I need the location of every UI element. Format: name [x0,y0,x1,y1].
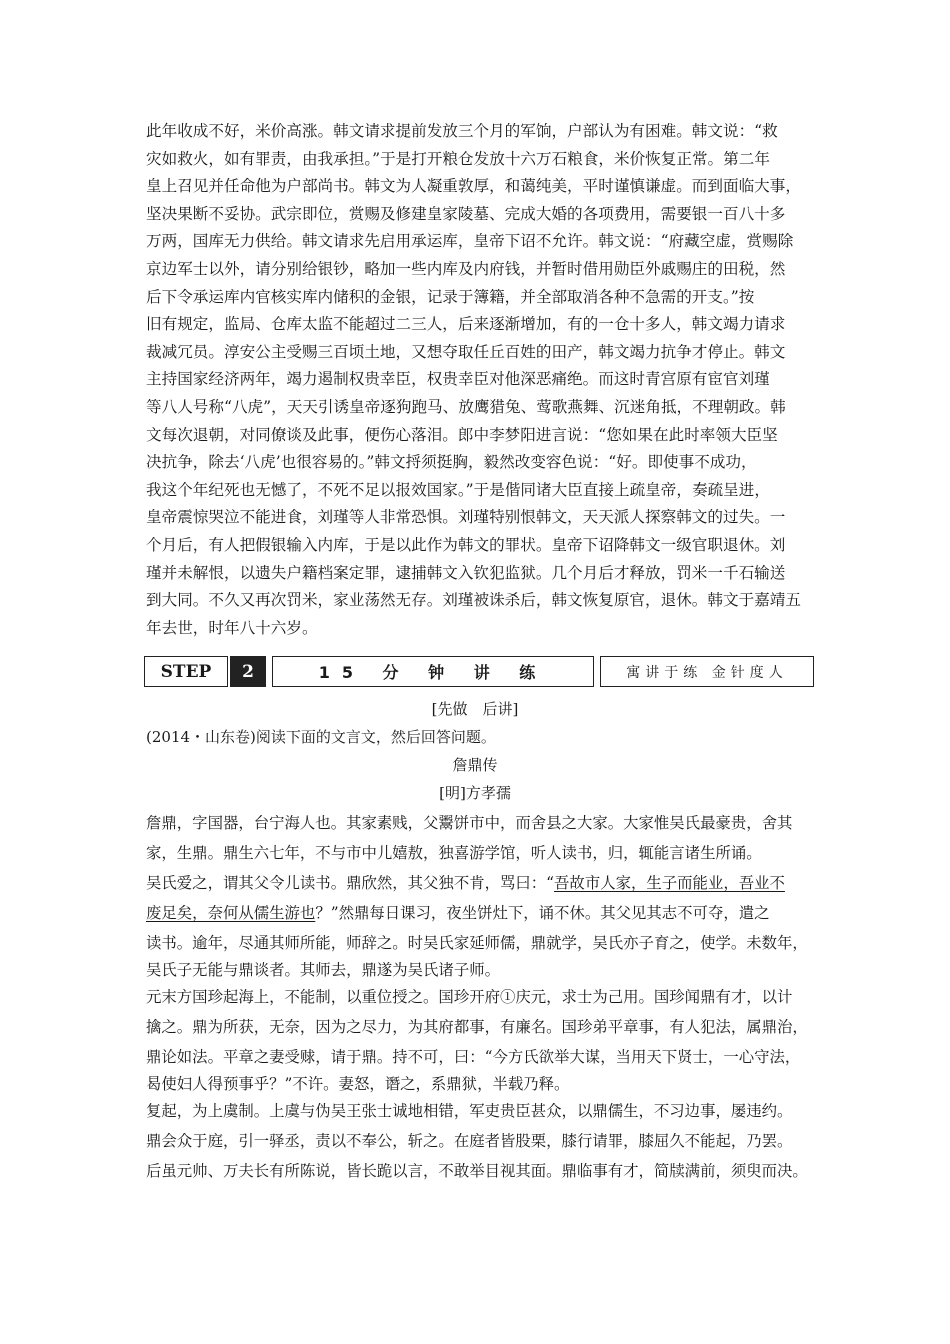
text-line: 个月后，有人把假银输入内库，于是以此作为韩文的罪状。皇帝下诏降韩文一级官职退休。刘 [146,535,786,554]
step-label: STEP [144,656,228,687]
text-line: 主持国家经济两年，竭力遏制权贵幸臣，权贵幸臣对他深恶痛绝。而这时青宫原有宦官刘瑾 [146,370,770,389]
underlined-sentence: 吾故市人家，生子而能业，吾业不 [554,874,785,892]
underlined-sentence: 废足矣，奈何从儒生游也 [146,904,316,922]
text-line: 瑾并未解恨，以遗失户籍档案定罪，逮捕韩文入钦犯监狱。几个月后才释放，罚米一千石输送 [146,563,786,582]
step-banner [144,656,814,689]
section-title: 15 分 钟 讲 练 [272,656,594,687]
text-line: 万两，国库无力供给。韩文请求先启用承运库，皇帝下诏不允许。韩文说：“府藏空虚，赏赐除 [146,232,794,251]
text-line: 裁减冗员。淳安公主受赐三百顷土地，又想夺取任丘百姓的田产，韩文竭力抗争才停止。韩文 [146,342,786,361]
exercise-source: (2014・山东卷)阅读下面的文言文，然后回答问题。 [146,728,496,746]
text-line [146,868,818,898]
passage-title: 詹鼎传 [452,756,498,774]
text-line: 我这个年纪死也无憾了，不死不足以报效国家。”于是偕同诸大臣直接上疏皇帝，奏疏呈进， [146,480,770,499]
step-number-badge: 2 [230,656,266,687]
exercise-hint: [先做 后讲] [431,700,519,718]
text-line: 元末方国珍起海上，不能制，以重位授之。国珍开府①庆元，求士为己用。国珍闻鼎有才，以计 [146,988,793,1006]
translation-paragraph [146,118,818,642]
text-line: 灾如救火，如有罪责，由我承担。”于是打开粮仓发放十六万石粮食，米价恢复正常。第二年 [146,149,770,168]
text-line: 皇帝震惊哭泣不能进食，刘瑾等人非常恐惧。刘瑾特别恨韩文，天天派人探察韩文的过失。一 [146,508,786,527]
passage-author: [明]方孝孺 [439,784,511,802]
classical-passage [146,808,818,1186]
text-line: 读书。逾年，尽通其师所能，师辞之。时吴氏家延师儒，鼎就学，吴氏亦子育之，使学。未数年， [146,934,808,952]
text-line: 詹鼎，字国器，台宁海人也。其家素贱，父鬻饼市中，而舍县之大家。大家惟吴氏最豪贵，舍其 [146,814,793,832]
text-segment: 吴氏爱之，谓其父令儿读书。鼎欣然，其父独不肯，骂曰：“ [146,874,555,892]
text-line: 文每次退朝，对同僚谈及此事，便伤心落泪。郎中李梦阳进言说：“您如果在此时率领大臣坚 [146,425,778,444]
text-line: 到大同。不久又再次罚米，家业荡然无存。刘瑾被诛杀后，韩文恢复原官，退休。韩文于嘉靖五 [146,591,801,610]
text-line: 曷使妇人得预事乎？”不许。妻怒，谮之，系鼎狱，半载乃释。 [146,1075,570,1093]
text-line: 此年收成不好，米价高涨。韩文请求提前发放三个月的军饷，户部认为有困难。韩文说：“救 [146,122,778,140]
text-line: 京边军士以外，请分别给银钞，略加一些内库及内府钱，并暂时借用勋臣外戚赐庄的田税，然 [146,259,786,278]
text-line: 旧有规定，监局、仓库太监不能超过二三人，后来逐渐增加，有的一仓十多人，韩文竭力请求 [146,315,786,334]
text-line: 年去世，时年八十六岁。 [146,618,318,637]
text-line: 擒之。鼎为所获，无奈，因为之尽力，为其府都事，有廉名。国珍弟平章事，有人犯法，属鼎治， [146,1018,808,1036]
text-segment: ？”然鼎每日课习，夜坐饼灶下，诵不休。其父见其志不可夺，遣之 [315,904,770,922]
text-line: 后虽元帅、万夫长有所陈说，皆长跪以言，不敢举目视其面。鼎临事有才，简牍满前，须臾而决。 [146,1162,808,1180]
text-line: 决抗争，除去‘八虎’也很容易的。”韩文捋须挺胸，毅然改变容色说：“好。即使事不成功， [146,453,757,472]
text-line: 后下令承运库内官核实库内储积的金银，记录于簿籍，并全部取消各种不急需的开支。”按 [146,287,755,306]
text-line: 鼎论如法。平章之妻受赇，请于鼎。持不可，曰：“今方氏欲举大谋，当用天下贤士，一心守法， [146,1048,801,1066]
text-line: 鼎会众于庭，引一驿丞，责以不奉公，斩之。在庭者皆股栗，膝行请罪，膝屈久不能起，乃罢。 [146,1132,793,1150]
text-line [146,898,818,928]
text-line: 等八人号称“八虎”，天天引诱皇帝逐狗跑马、放鹰猎兔、莺歌燕舞、沉迷角抵，不理朝政。韩 [146,397,786,416]
text-line: 复起，为上虞制。上虞与伪吴王张士诚地相错，军吏贵臣甚众，以鼎儒生，不习边事，屡违约。 [146,1102,793,1120]
text-line: 坚决果断不妥协。武宗即位，赏赐及修建皇家陵墓、完成大婚的各项费用，需要银一百八十多 [146,204,786,223]
text-line: 吴氏子无能与鼎谈者。其师去，鼎遂为吴氏诸子师。 [146,961,500,979]
text-line: 家，生鼎。鼎生六七年，不与市中儿嬉敖，独喜游学馆，听人读书，归，辄能言诸生所诵。 [146,844,762,862]
section-motto: 寓讲于练 金针度人 [600,656,814,687]
text-line: 皇上召见并任命他为户部尚书。韩文为人凝重敦厚，和蔼纯美，平时谨慎谦虚。而到面临大事， [146,177,801,196]
